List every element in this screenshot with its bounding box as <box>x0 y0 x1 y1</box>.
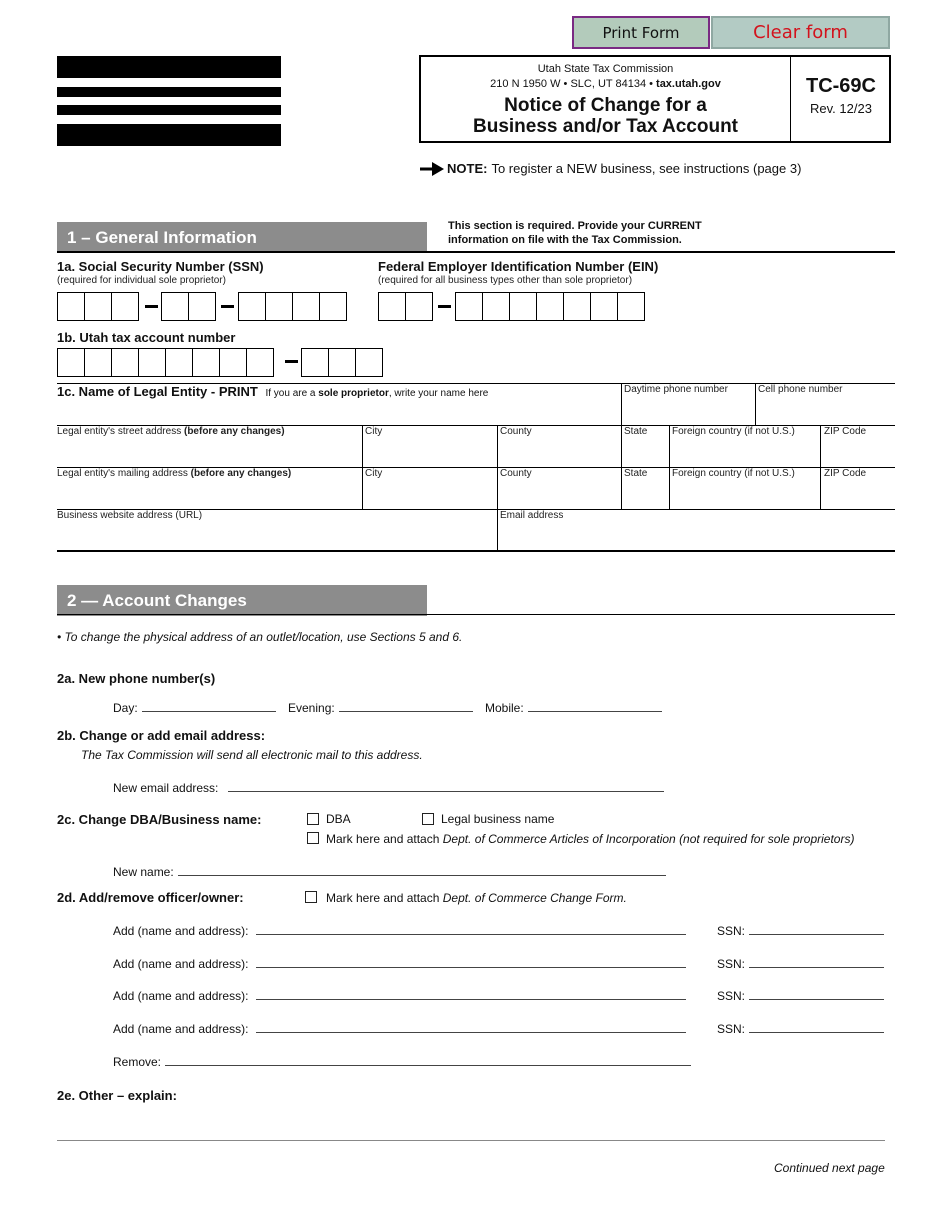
registration-note: NOTE: To register a NEW business, see instructions (page 3) <box>420 161 801 176</box>
q2b-note: The Tax Commission will send all electronic mail to this address. <box>81 748 423 762</box>
mailing-country-label: Foreign country (if not U.S.) <box>672 468 795 479</box>
section1-required-note: This section is required. Provide your CURRENT information on file with the Tax Commission. <box>448 220 702 246</box>
legal-name-label: 1c. Name of Legal Entity - PRINT If you are a sole proprietor, write your name here <box>57 384 489 399</box>
new-name-field[interactable]: New name: <box>113 864 666 879</box>
remove-officer-field[interactable]: Remove: <box>113 1054 691 1069</box>
other-explain-line[interactable] <box>57 1140 885 1141</box>
mailing-city-label: City <box>365 468 383 479</box>
mailing-zip-label: ZIP Code <box>824 468 867 479</box>
website-label: Business website address (URL) <box>57 510 203 521</box>
street-country-label: Foreign country (if not U.S.) <box>672 426 795 437</box>
agency-name: Utah State Tax Commission <box>537 63 674 75</box>
mailing-state-label: State <box>624 468 648 479</box>
continued-note: Continued next page <box>774 1161 885 1175</box>
add-officer-ssn-field[interactable]: SSN: <box>717 1021 884 1036</box>
mailing-county-label: County <box>500 468 532 479</box>
ssn-group-2[interactable] <box>161 292 216 321</box>
articles-checkbox[interactable] <box>307 832 319 844</box>
form-number: TC-69C <box>805 75 876 97</box>
mailing-address-label: Legal entity's mailing address (before any changes) <box>57 468 292 479</box>
articles-label: Mark here and attach Dept. of Commerce Articles of Incorporation (not required for sole proprietors) <box>326 832 855 846</box>
change-form-checkbox[interactable] <box>305 891 317 903</box>
q2d-label: 2d. Add/remove officer/owner: <box>57 890 244 905</box>
dba-checkbox[interactable] <box>307 813 319 825</box>
add-officer-ssn-field[interactable]: SSN: <box>717 956 884 971</box>
ssn-label: 1a. Social Security Number (SSN) <box>57 259 264 274</box>
change-form-label: Mark here and attach Dept. of Commerce Change Form. <box>326 891 627 905</box>
agency-website: tax.utah.gov <box>656 78 721 90</box>
add-officer-ssn-field[interactable]: SSN: <box>717 988 884 1003</box>
q2b-label: 2b. Change or add email address: <box>57 728 266 743</box>
add-officer-field[interactable]: Add (name and address): <box>113 988 686 1003</box>
street-address-label: Legal entity's street address (before any changes) <box>57 426 285 437</box>
cell-phone-label: Cell phone number <box>758 384 843 395</box>
utah-account-group-2[interactable] <box>301 348 383 377</box>
section2-title: 2 — Account Changes <box>57 585 427 616</box>
section1-title: 1 – General Information <box>57 222 427 253</box>
day-phone-field[interactable]: Day: <box>113 700 276 715</box>
evening-phone-field[interactable]: Evening: <box>288 700 473 715</box>
ein-sublabel: (required for all business types other than sole proprietor) <box>378 275 633 286</box>
utah-account-group-1[interactable] <box>57 348 274 377</box>
legal-business-name-label: Legal business name <box>441 812 555 826</box>
street-zip-label: ZIP Code <box>824 426 867 437</box>
form-revision: Rev. 12/23 <box>810 101 872 116</box>
email-label: Email address <box>500 510 564 521</box>
form-header <box>419 55 891 143</box>
add-officer-field[interactable]: Add (name and address): <box>113 923 686 938</box>
ssn-group-3[interactable] <box>238 292 347 321</box>
legal-name-input[interactable] <box>57 400 617 424</box>
daytime-phone-label: Daytime phone number <box>624 384 728 395</box>
print-form-button[interactable]: Print Form <box>572 16 710 49</box>
add-officer-ssn-field[interactable]: SSN: <box>717 923 884 938</box>
arrow-right-icon <box>420 162 444 176</box>
ssn-sublabel: (required for individual sole proprietor) <box>57 275 226 286</box>
new-email-field[interactable]: New email address: <box>113 780 664 795</box>
street-state-label: State <box>624 426 648 437</box>
form-title: Notice of Change for a Business and/or Tax Account <box>473 95 738 137</box>
q2a-label: 2a. New phone number(s) <box>57 671 216 686</box>
legal-business-name-checkbox[interactable] <box>422 813 434 825</box>
ssn-group-1[interactable] <box>57 292 139 321</box>
clear-form-button[interactable]: Clear form <box>711 16 890 49</box>
q2c-label: 2c. Change DBA/Business name: <box>57 812 262 827</box>
outlet-note: • To change the physical address of an outlet/location, use Sections 5 and 6. <box>57 630 463 644</box>
street-county-label: County <box>500 426 532 437</box>
q2e-label: 2e. Other – explain: <box>57 1088 177 1103</box>
add-officer-field[interactable]: Add (name and address): <box>113 1021 686 1036</box>
add-officer-field[interactable]: Add (name and address): <box>113 956 686 971</box>
ein-label: Federal Employer Identification Number (EIN) <box>378 259 659 274</box>
ein-group-2[interactable] <box>455 292 645 321</box>
mobile-phone-field[interactable]: Mobile: <box>485 700 662 715</box>
utah-account-label: 1b. Utah tax account number <box>57 330 236 345</box>
dba-label: DBA <box>326 812 351 826</box>
agency-address: 210 N 1950 W • SLC, UT 84134 • tax.utah.gov <box>490 78 721 90</box>
street-city-label: City <box>365 426 383 437</box>
ein-group-1[interactable] <box>378 292 433 321</box>
